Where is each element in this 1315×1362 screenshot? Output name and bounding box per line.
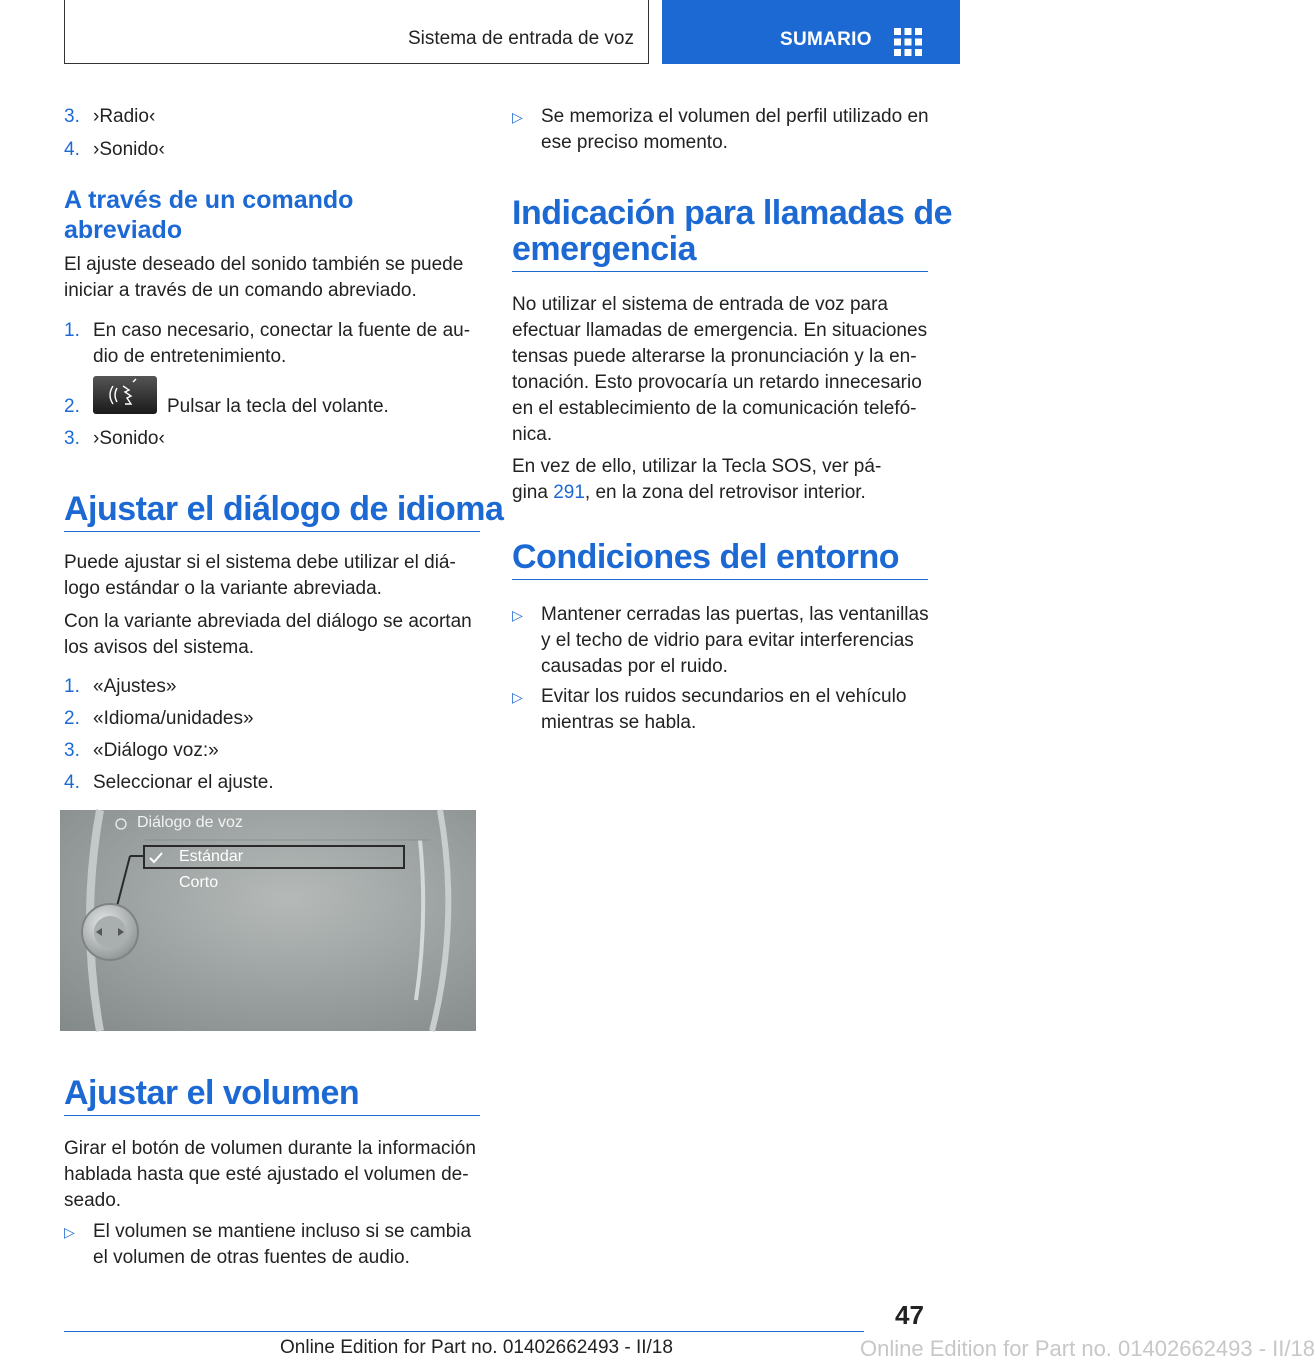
list-text: Seleccionar el ajuste. bbox=[93, 772, 274, 793]
section-heading: Indicación para llamadas de bbox=[512, 194, 953, 232]
page-link[interactable]: 291 bbox=[553, 482, 585, 503]
bullet-text-cont: el volumen de otras fuentes de audio. bbox=[93, 1247, 410, 1268]
paragraph-line: nica. bbox=[512, 424, 553, 445]
triangle-bullet-icon: ▷ bbox=[512, 607, 523, 623]
watermark-text: Online Edition for Part no. 01402662493 - II/18 bbox=[860, 1336, 1315, 1361]
paragraph-line: en el establecimiento de la comunicación telefó- bbox=[512, 398, 917, 419]
bullet-item bbox=[512, 684, 928, 736]
heading-rule bbox=[512, 579, 928, 580]
list-item bbox=[64, 426, 480, 452]
section-heading: Ajustar el volumen bbox=[64, 1074, 360, 1112]
footer-rule bbox=[64, 1331, 864, 1332]
section-title: Sistema de entrada de voz bbox=[407, 28, 634, 49]
list-item bbox=[64, 104, 480, 130]
list-text: ›Radio‹ bbox=[93, 106, 156, 127]
list-number: 1. bbox=[64, 676, 80, 697]
list-number: 3. bbox=[64, 428, 80, 449]
bullet-text: El volumen se mantiene incluso si se cambia bbox=[93, 1221, 472, 1242]
paragraph-line: Girar el botón de volumen durante la información bbox=[64, 1138, 476, 1159]
paragraph-line: Puede ajustar si el sistema debe utilizar el diá- bbox=[64, 552, 456, 573]
page-number: 47 bbox=[895, 1300, 924, 1330]
bullet-text-cont: ese preciso momento. bbox=[541, 132, 728, 153]
list-number: 4. bbox=[64, 139, 80, 160]
paragraph-text: , en la zona del retrovisor interior. bbox=[584, 482, 866, 503]
list-item bbox=[64, 770, 480, 796]
summary-button[interactable] bbox=[662, 0, 960, 64]
paragraph-line: iniciar a través de un comando abreviado. bbox=[64, 280, 417, 301]
bullet-text-cont: causadas por el ruido. bbox=[541, 656, 728, 677]
list-text: «Ajustes» bbox=[93, 676, 177, 697]
list-number: 2. bbox=[64, 708, 80, 729]
list-item bbox=[64, 376, 480, 416]
list-text: Pulsar la tecla del volante. bbox=[167, 396, 389, 417]
heading-rule bbox=[512, 271, 928, 272]
screen-title: Diálogo de voz bbox=[137, 814, 243, 831]
list-number: 2. bbox=[64, 396, 80, 417]
idrive-screen-image bbox=[60, 810, 476, 1031]
bullet-item bbox=[512, 602, 928, 680]
list-number: 4. bbox=[64, 772, 80, 793]
screen-option-selected: Estándar bbox=[179, 848, 244, 865]
bullet-text-cont: y el techo de vidrio para evitar interferencias bbox=[541, 630, 914, 651]
paragraph-line: hablada hasta que esté ajustado el volumen de- bbox=[64, 1164, 469, 1185]
section-heading-cont: emergencia bbox=[512, 230, 696, 268]
paragraph-line: Con la variante abreviada del diálogo se acortan bbox=[64, 611, 472, 632]
paragraph-line: tensas puede alterarse la pronunciación y la en- bbox=[512, 346, 917, 367]
paragraph-line: No utilizar el sistema de entrada de voz para bbox=[512, 294, 888, 315]
list-item bbox=[64, 137, 480, 163]
list-item bbox=[64, 706, 480, 732]
triangle-bullet-icon: ▷ bbox=[512, 689, 523, 705]
paragraph-line-with-link bbox=[512, 480, 928, 506]
bullet-text: Se memoriza el volumen del perfil utilizado en bbox=[541, 106, 929, 127]
list-text-cont: dio de entretenimiento. bbox=[93, 346, 287, 367]
heading-rule bbox=[64, 531, 480, 532]
section-heading: Ajustar el diálogo de idioma bbox=[64, 490, 504, 528]
list-item bbox=[64, 318, 480, 370]
paragraph-line: logo estándar o la variante abreviada. bbox=[64, 578, 382, 599]
list-text: «Diálogo voz:» bbox=[93, 740, 219, 761]
heading-rule bbox=[64, 1115, 480, 1116]
paragraph-text: gina bbox=[512, 482, 554, 503]
triangle-bullet-icon: ▷ bbox=[64, 1224, 75, 1240]
screen-option: Corto bbox=[179, 874, 219, 891]
bullet-text: Evitar los ruidos secundarios en el vehículo bbox=[541, 686, 907, 707]
grid-icon bbox=[894, 28, 922, 56]
header-section-box bbox=[64, 0, 649, 64]
list-text: ›Sonido‹ bbox=[93, 139, 165, 160]
subheading-cont: abreviado bbox=[64, 216, 183, 244]
list-item bbox=[64, 738, 480, 764]
bullet-text-cont: mientras se habla. bbox=[541, 712, 697, 733]
bullet-item bbox=[512, 104, 928, 156]
paragraph-line: En vez de ello, utilizar la Tecla SOS, ver pá- bbox=[512, 456, 882, 477]
bullet-text: Mantener cerradas las puertas, las ventanillas bbox=[541, 604, 929, 625]
list-text: En caso necesario, conectar la fuente de au- bbox=[93, 320, 471, 341]
list-item bbox=[64, 674, 480, 700]
subheading: A través de un comando bbox=[64, 186, 354, 214]
voice-key-icon bbox=[93, 376, 157, 414]
list-number: 3. bbox=[64, 740, 80, 761]
summary-button-label: SUMARIO bbox=[780, 29, 872, 50]
section-heading: Condiciones del entorno bbox=[512, 538, 900, 576]
list-text: ›Sonido‹ bbox=[93, 428, 165, 449]
list-text: «Idioma/unidades» bbox=[93, 708, 254, 729]
list-number: 3. bbox=[64, 106, 80, 127]
paragraph-line: efectuar llamadas de emergencia. En situaciones bbox=[512, 320, 928, 341]
triangle-bullet-icon: ▷ bbox=[512, 109, 523, 125]
paragraph-line: tonación. Esto provocaría un retardo innecesario bbox=[512, 372, 922, 393]
list-number: 1. bbox=[64, 320, 80, 341]
paragraph-line: El ajuste deseado del sonido también se puede bbox=[64, 254, 464, 275]
paragraph-line: los avisos del sistema. bbox=[64, 637, 255, 658]
paragraph-line: seado. bbox=[64, 1190, 122, 1211]
bullet-item bbox=[64, 1219, 480, 1271]
edition-text: Online Edition for Part no. 01402662493 - II/18 bbox=[280, 1337, 673, 1358]
